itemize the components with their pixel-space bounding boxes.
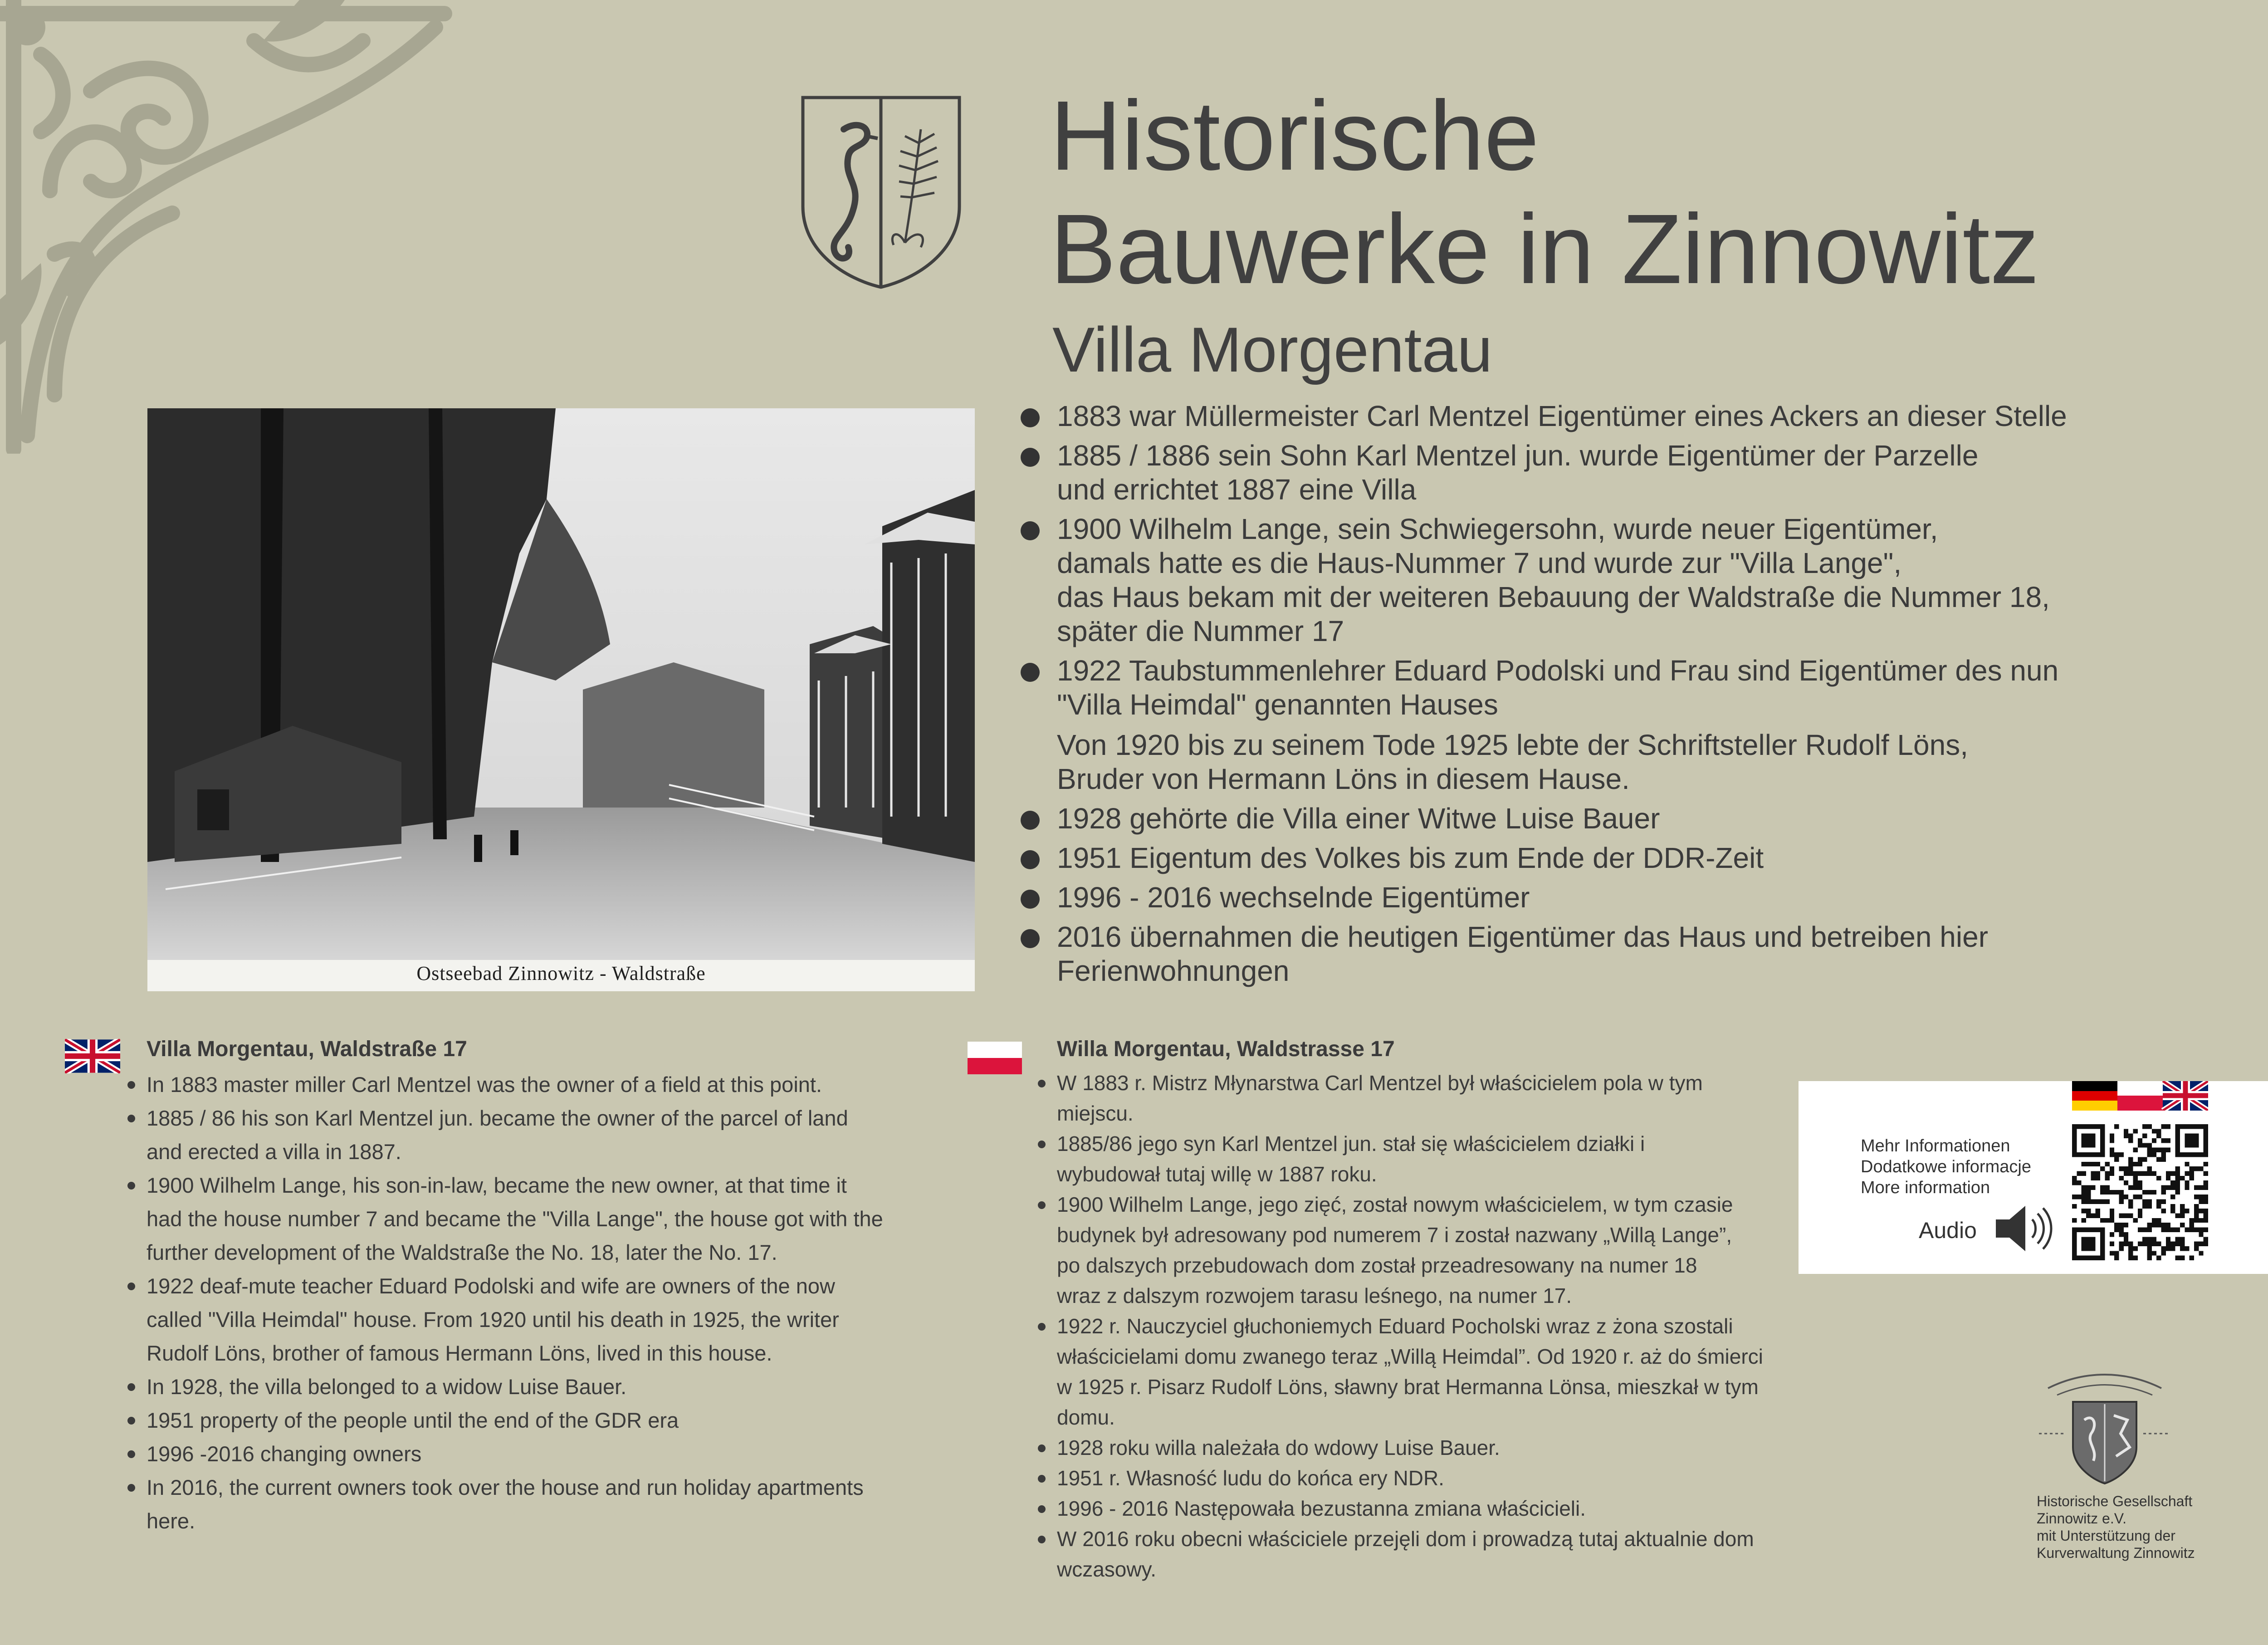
list-item [1021,802,2155,836]
historic-photo-image [147,408,975,960]
society-name [2037,1493,2195,1562]
list-item-line: Ferienwohnungen [1057,955,1290,987]
society-line: mit Unterstützung der [2037,1528,2175,1544]
list-item-line: Von 1920 bis zu seinem Tode 1925 lebte der Schriftsteller Rudolf Löns, [1057,729,1968,761]
list-item-line: und errichtet 1887 eine Villa [1057,473,1417,506]
list-item-line: Rudolf Löns, brother of famous Hermann Löns, lived in this house. [147,1341,772,1365]
society-line: Zinnowitz e.V. [2037,1510,2127,1527]
list-item-line: domu. [1057,1405,1115,1429]
list-item [147,1404,945,1437]
polish-heading: Willa Morgentau, Waldstrasse 17 [1057,1037,1395,1061]
language-flags-icon [2072,1081,2208,1111]
list-item [1021,920,2155,988]
list-item-line: W 1883 r. Mistrz Młynarstwa Carl Mentzel był właścicielem pola w tym [1057,1071,1703,1095]
more-info-box [1799,1081,2268,1274]
list-item [1057,1463,1842,1493]
list-item-line: 1951 Eigentum des Volkes bis zum Ende der DDR-Zeit [1057,842,1764,874]
title-line: Historische [1050,81,1540,191]
list-item-line: später die Nummer 17 [1057,615,1344,647]
info-line: More information [1861,1178,1990,1197]
list-item-line: właścicielami domu zwanego teraz „Willą Heimdal”. Od 1920 r. aż do śmierci [1057,1345,1763,1368]
list-item-line: further development of the Waldstraße the No. 18, later the No. 17. [147,1240,777,1264]
bullet-icon [1021,811,1040,830]
coat-of-arms-icon [798,93,964,290]
english-history-list [147,1068,945,1538]
list-item [1057,1524,1842,1585]
list-item-line: budynek był adresowany pod numerem 7 i został nazwany „Willą Lange”, [1057,1223,1732,1247]
bullet-icon [127,1417,135,1425]
polish-section [1057,1033,1842,1585]
page-title [1050,79,2184,306]
list-item-line: 1928 gehörte die Villa einer Witwe Luise Bauer [1057,802,1660,835]
list-item-line: 1922 Taubstummenlehrer Eduard Podolski und Frau sind Eigentümer des nun [1057,654,2059,687]
list-item-line: had the house number 7 and became the "Villa Lange", the house got with the [147,1207,883,1231]
list-item-line: and erected a villa in 1887. [147,1140,401,1164]
list-item-line: 1996 - 2016 wechselnde Eigentümer [1057,881,1530,914]
bullet-icon [127,1081,135,1089]
list-item-line: 1951 r. Własność ludu do końca ery NDR. [1057,1466,1444,1490]
society-logo [2030,1370,2180,1488]
bullet-icon [127,1115,135,1122]
bullet-icon [1021,890,1040,909]
list-item [1057,1493,1842,1524]
bullet-icon [1038,1536,1046,1543]
bullet-icon [1021,448,1040,467]
list-item [1021,512,2155,648]
bullet-icon [1038,1475,1046,1483]
uk-flag-icon [65,1039,120,1073]
list-item-line: 1951 property of the people until the end of the GDR era [147,1408,679,1432]
info-line: Dodatkowe informacje [1861,1157,2031,1176]
list-item-line: 1922 r. Nauczyciel głuchoniemych Eduard Pocholski wraz z żona szostali [1057,1314,1733,1338]
info-line: Mehr Informationen [1861,1136,2010,1155]
polish-history-list [1057,1068,1842,1585]
list-item-line: 1885/86 jego syn Karl Mentzel jun. stał się właścicielem działki i [1057,1132,1645,1155]
list-item-line: wybudował tutaj willę w 1887 roku. [1057,1162,1377,1186]
list-item [1057,1068,1842,1129]
english-heading: Villa Morgentau, Waldstraße 17 [147,1037,467,1061]
list-item-line: "Villa Heimdal" genannten Hauses [1057,688,1498,721]
list-item-line: called "Villa Heimdal" house. From 1920 until his death in 1925, the writer [147,1307,839,1332]
bullet-icon [127,1182,135,1190]
bullet-icon [1038,1080,1046,1087]
list-item [1021,881,2155,915]
page-subtitle: Villa Morgentau [1052,314,1493,385]
list-item [147,1102,945,1169]
speaker-icon [1994,1204,2053,1253]
list-item [147,1169,945,1269]
list-item-line: 1996 -2016 changing owners [147,1442,422,1466]
list-item [147,1068,945,1102]
list-item-line: miejscu. [1057,1102,1134,1125]
list-item [147,1437,945,1471]
list-item-line: das Haus bekam mit der weiteren Bebauung der Waldstraße die Nummer 18, [1057,581,2050,613]
list-item [147,1471,945,1538]
list-item-line: 1883 war Müllermeister Carl Mentzel Eigentümer eines Ackers an dieser Stelle [1057,400,2067,432]
photo-caption: Ostseebad Zinnowitz - Waldstraße [416,962,706,984]
list-item-line: here. [147,1509,196,1533]
title-line: Bauwerke in Zinnowitz [1050,194,2039,304]
society-line: Historische Gesellschaft [2037,1493,2193,1509]
bullet-icon [1021,850,1040,869]
qr-code-icon[interactable] [2072,1124,2208,1260]
list-item-line: damals hatte es die Haus-Nummer 7 und wurde zur "Villa Lange", [1057,547,1902,579]
bullet-icon [127,1383,135,1391]
list-item-line: 2016 übernahmen die heutigen Eigentümer das Haus und betreiben hier [1057,920,1988,953]
bullet-icon [127,1283,135,1290]
list-item-line: po dalszych przebudowach dom został przeadresowany na numer 18 [1057,1253,1697,1277]
list-item-note [1057,728,2155,796]
list-item-line: In 2016, the current owners took over the house and run holiday apartments [147,1475,864,1499]
society-line: Kurverwaltung Zinnowitz [2037,1545,2195,1561]
list-item [1057,1190,1842,1311]
list-item-line: W 2016 roku obecni właściciele przejęli dom i prowadzą tutaj aktualnie dom [1057,1527,1754,1551]
list-item-line: 1885 / 1886 sein Sohn Karl Mentzel jun. wurde Eigentümer der Parzelle [1057,439,1979,472]
list-item [1021,654,2155,796]
list-item [1057,1433,1842,1463]
historic-photo [147,408,975,991]
list-item-line: 1928 roku willa należała do wdowy Luise Bauer. [1057,1436,1500,1459]
bullet-icon [1038,1444,1046,1452]
list-item [1057,1311,1842,1433]
list-item [147,1269,945,1370]
list-item [1021,841,2155,875]
list-item [1021,439,2155,507]
list-item-line: 1900 Wilhelm Lange, jego zięć, został nowym właścicielem, w tym czasie [1057,1193,1733,1216]
german-history-list [1021,399,2155,994]
list-item [1057,1129,1842,1190]
audio-label: Audio [1919,1218,1977,1243]
list-item-line: In 1883 master miller Carl Mentzel was the owner of a field at this point. [147,1072,822,1097]
bullet-icon [127,1484,135,1492]
bullet-icon [127,1450,135,1458]
bullet-icon [1021,408,1040,427]
bullet-icon [1038,1201,1046,1209]
list-item-line: Bruder von Hermann Löns in diesem Hause. [1057,763,1630,795]
bullet-icon [1038,1141,1046,1148]
poland-flag-icon [968,1041,1022,1075]
bullet-icon [1038,1323,1046,1331]
list-item-line: wraz z dalszym rozwojem tarasu leśnego, na numer 17. [1057,1284,1572,1307]
list-item-line: 1885 / 86 his son Karl Mentzel jun. became the owner of the parcel of land [147,1106,848,1130]
list-item-line: In 1928, the villa belonged to a widow Luise Bauer. [147,1375,627,1399]
list-item-line: 1996 - 2016 Następowała bezustanna zmiana właścicieli. [1057,1497,1586,1520]
list-item-line: 1900 Wilhelm Lange, his son-in-law, became the new owner, at that time it [147,1173,847,1197]
list-item [147,1370,945,1404]
list-item-line: wczasowy. [1057,1557,1156,1581]
bullet-icon [1021,929,1040,948]
bullet-icon [1021,663,1040,682]
english-section [147,1033,945,1538]
list-item-line: 1900 Wilhelm Lange, sein Schwiegersohn, wurde neuer Eigentümer, [1057,513,1938,545]
bullet-icon [1021,521,1040,540]
more-info-text [1861,1136,2031,1198]
list-item [1021,399,2155,433]
list-item-line: 1922 deaf-mute teacher Eduard Podolski and wife are owners of the now [147,1274,835,1298]
corner-ornament [0,0,454,454]
bullet-icon [1038,1505,1046,1513]
list-item-line: w 1925 r. Pisarz Rudolf Löns, sławny brat Hermanna Lönsa, mieszkał w tym [1057,1375,1759,1399]
